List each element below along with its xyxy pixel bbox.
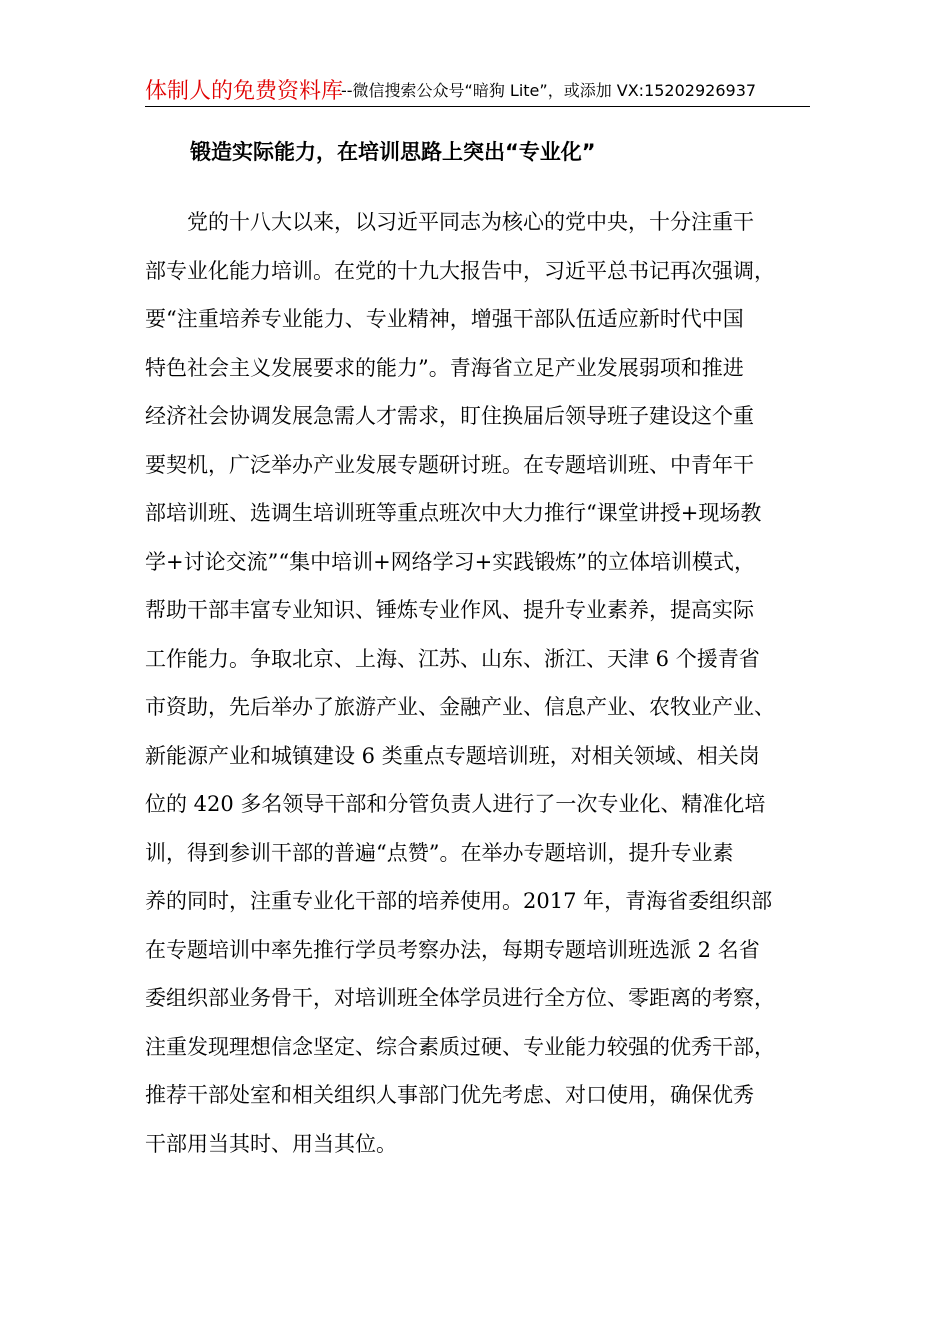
- paragraph-line: 帮助干部丰富专业知识、锤炼专业作风、提升专业素养，提高实际: [145, 598, 754, 622]
- paragraph-line: 在专题培训中率先推行学员考察办法，每期专题培训班选派 2 名省: [145, 937, 760, 962]
- header-brand: 体制人的免费资料库: [145, 79, 344, 104]
- paragraph-line: 学+讨论交流”“集中培训+网络学习+实践锻炼”的立体培训模式，: [145, 549, 755, 574]
- paragraph-line: 新能源产业和城镇建设 6 类重点专题培训班，对相关领域、相关岗: [145, 743, 760, 768]
- section-title: 锻造实际能力，在培训思路上突出“专业化”: [190, 140, 596, 164]
- paragraph-line: 党的十八大以来，以习近平同志为核心的党中央，十分注重干: [145, 210, 754, 234]
- paragraph-line: 部专业化能力培训。在党的十九大报告中，习近平总书记再次强调，: [145, 258, 775, 283]
- paragraph-line: 工作能力。争取北京、上海、江苏、山东、浙江、天津 6 个援青省: [145, 646, 760, 671]
- paragraph-line: 特色社会主义发展要求的能力”。青海省立足产业发展弱项和推进: [145, 355, 744, 380]
- body-paragraph: [145, 198, 810, 1168]
- paragraph-line: 训，得到参训干部的普遍“点赞”。在举办专题培训，提升专业素: [145, 840, 734, 865]
- paragraph-line: 经济社会协调发展急需人才需求，盯住换届后领导班子建设这个重: [145, 404, 754, 428]
- paragraph-line: 推荐干部处室和相关组织人事部门优先考虑、对口使用，确保优秀: [145, 1083, 754, 1107]
- paragraph-line: 委组织部业务骨干，对培训班全体学员进行全方位、零距离的考察，: [145, 986, 775, 1010]
- header-note: --微信搜索公众号“暗狗 Lite”，或添加 VX:15202926937: [341, 81, 757, 100]
- paragraph-line: 部培训班、选调生培训班等重点班次中大力推行“课堂讲授+现场教: [145, 501, 762, 525]
- paragraph-line: 要“注重培养专业能力、专业精神，增强干部队伍适应新时代中国: [145, 307, 744, 331]
- paragraph-line: 市资助，先后举办了旅游产业、金融产业、信息产业、农牧业产业、: [145, 695, 775, 719]
- paragraph-line: 位的 420 多名领导干部和分管负责人进行了一次专业化、精准化培: [145, 792, 766, 816]
- paragraph-line: 养的同时，注重专业化干部的培养使用。2017 年，青海省委组织部: [145, 889, 773, 913]
- paragraph-line: 干部用当其时、用当其位。: [145, 1131, 397, 1156]
- page-header: [145, 70, 810, 107]
- paragraph-line: 要契机，广泛举办产业发展专题研讨班。在专题培训班、中青年干: [145, 452, 754, 477]
- paragraph-line: 注重发现理想信念坚定、综合素质过硬、专业能力较强的优秀干部，: [145, 1034, 775, 1059]
